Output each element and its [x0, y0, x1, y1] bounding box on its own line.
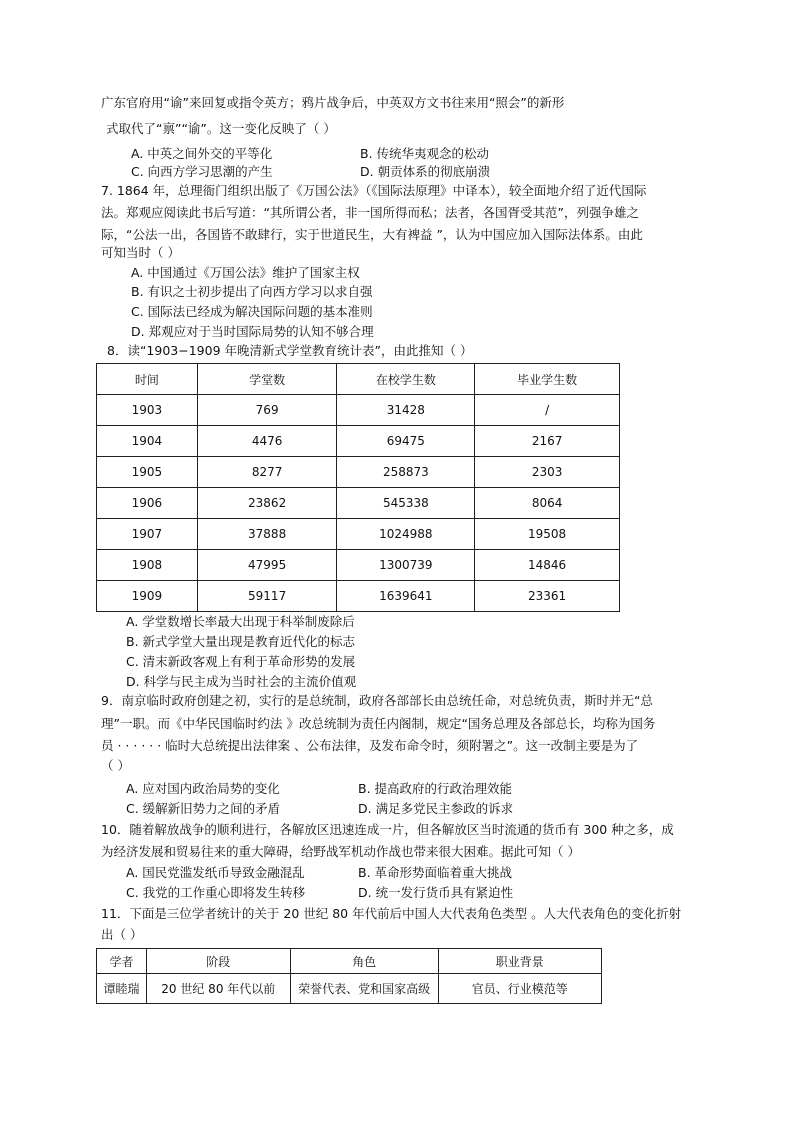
q9-option-b: B. 提高政府的行政治理效能	[358, 781, 513, 796]
q8-option-b: B. 新式学堂大量出现是教育近代化的标志	[126, 634, 356, 649]
table-cell: 1300739	[337, 550, 475, 581]
table-row	[97, 550, 620, 581]
q6-option-a: A. 中英之间外交的平等化	[131, 146, 273, 161]
table-row	[97, 581, 620, 612]
table-header-row	[97, 364, 620, 395]
table-cell: /	[475, 395, 620, 426]
q10-option-a: A. 国民党滥发纸币导致金融混乱	[126, 865, 305, 880]
q6-line-1: 广东官府用“谕”来回复或指令英方；鸦片战争后，中英双方文书往来用“照会”的新形	[101, 95, 565, 110]
table-row	[97, 457, 620, 488]
q7-line-4: 可知当时（ ）	[101, 245, 180, 260]
table-row	[97, 395, 620, 426]
table-cell: 荣誉代表、党和国家高级	[290, 974, 438, 1004]
q6-option-d: D. 朝贡体系的彻底崩溃	[360, 164, 491, 179]
q6-line-2: 式取代了“禀”“谕”。这一变化反映了（ ）	[106, 121, 336, 136]
table-cell: 8277	[197, 457, 337, 488]
table-header-row	[97, 949, 602, 974]
q9-option-a: A. 应对国内政治局势的变化	[126, 781, 280, 796]
table-row	[97, 974, 602, 1004]
q8-option-d: D. 科学与民主成为当时社会的主流价值观	[126, 674, 357, 689]
q9-line-1: 9．南京临时政府创建之初，实行的是总统制，政府各部部长由总统任命，对总统负责，斯时并无“总	[101, 693, 653, 708]
table-cell: 19508	[475, 519, 620, 550]
table-cell: 1907	[97, 519, 198, 550]
q11-line-2: 出（ ）	[101, 927, 143, 942]
table-cell: 47995	[197, 550, 337, 581]
q7-option-a: A. 中国通过《万国公法》维护了国家主权	[131, 265, 360, 280]
table-cell: 69475	[337, 426, 475, 457]
table-row	[97, 519, 620, 550]
table-row	[97, 426, 620, 457]
table-cell: 谭睦瑞	[97, 974, 147, 1004]
col-header-scholar: 学者	[97, 949, 147, 974]
table-cell: 8064	[475, 488, 620, 519]
q8-option-a: A. 学堂数增长率最大出现于科举制废除后	[126, 614, 355, 629]
q8-stats-table	[96, 363, 620, 612]
table-cell: 1906	[97, 488, 198, 519]
q10-line-2: 为经济发展和贸易往来的重大障碍，给野战军机动作战也带来很大困难。据此可知（ ）	[101, 844, 580, 859]
q7-line-1: 7. 1864 年，总理衙门组织出版了《万国公法》（《国际法原理》中译本），较全面地介绍了近代国际	[101, 183, 647, 198]
table-cell: 23361	[475, 581, 620, 612]
table-cell: 2167	[475, 426, 620, 457]
table-cell: 545338	[337, 488, 475, 519]
table-cell: 1639641	[337, 581, 475, 612]
table-cell: 14846	[475, 550, 620, 581]
q10-option-d: D. 统一发行货币具有紧迫性	[358, 885, 514, 900]
q9-line-2: 理”一职。而《中华民国临时约法 》改总统制为责任内阁制，规定“国务总理及各部总长，均称为国务	[101, 716, 656, 731]
q9-line-4: （ ）	[101, 758, 130, 773]
q7-option-c: C. 国际法已经成为解决国际问题的基本准则	[131, 304, 373, 319]
q8-stem: 8．读“1903−1909 年晚清新式学堂教育统计表”，由此推知（ ）	[107, 343, 473, 358]
table-cell: 官员、行业模范等	[438, 974, 601, 1004]
q10-option-c: C. 我党的工作重心即将发生转移	[126, 885, 306, 900]
table-cell: 769	[197, 395, 337, 426]
col-header-graduates: 毕业学生数	[475, 364, 620, 395]
col-header-role: 角色	[290, 949, 438, 974]
table-cell: 1909	[97, 581, 198, 612]
table-cell: 1908	[97, 550, 198, 581]
q11-line-1: 11．下面是三位学者统计的关于 20 世纪 80 年代前后中国人大代表角色类型 。人大代表角色的变化折射	[101, 906, 682, 921]
q9-option-d: D. 满足多党民主参政的诉求	[358, 801, 514, 816]
col-header-background: 职业背景	[438, 949, 601, 974]
table-cell: 23862	[197, 488, 337, 519]
table-cell: 31428	[337, 395, 475, 426]
q8-option-c: C. 清末新政客观上有利于革命形势的发展	[126, 654, 356, 669]
col-header-schools: 学堂数	[197, 364, 337, 395]
table-cell: 37888	[197, 519, 337, 550]
q10-option-b: B. 革命形势面临着重大挑战	[358, 865, 513, 880]
q7-line-2: 法。郑观应阅读此书后写道：“其所谓公者，非一国所得而私；法者，各国胥受其范”，列强争雄之	[101, 205, 639, 220]
col-header-students: 在校学生数	[337, 364, 475, 395]
q7-line-3: 际，“公法一出，各国皆不敢肆行，实于世道民生，大有裨益 ”，认为中国应加入国际法体系。由此	[101, 227, 643, 242]
table-cell: 1904	[97, 426, 198, 457]
table-cell: 4476	[197, 426, 337, 457]
q6-option-b: B. 传统华夷观念的松动	[360, 146, 490, 161]
table-cell: 59117	[197, 581, 337, 612]
table-cell: 20 世纪 80 年代以前	[146, 974, 290, 1004]
table-cell: 1024988	[337, 519, 475, 550]
table-cell: 258873	[337, 457, 475, 488]
q9-line-3: 员 · · · · · · 临时大总统提出法律案 、公布法律，及发布命令时，须附署之”。这一改制主要是为了	[101, 738, 639, 753]
table-cell: 1905	[97, 457, 198, 488]
q7-option-b: B. 有识之士初步提出了向西方学习以求自强	[131, 284, 373, 299]
q6-option-c: C. 向西方学习思潮的产生	[131, 164, 273, 179]
q9-option-c: C. 缓解新旧势力之间的矛盾	[126, 801, 281, 816]
table-cell: 1903	[97, 395, 198, 426]
table-row	[97, 488, 620, 519]
q10-line-1: 10．随着解放战争的顺利进行，各解放区迅速连成一片，但各解放区当时流通的货币有 300 种之多，成	[101, 822, 674, 837]
q11-table	[96, 948, 602, 1004]
table-cell: 2303	[475, 457, 620, 488]
col-header-stage: 阶段	[146, 949, 290, 974]
col-header-time: 时间	[97, 364, 198, 395]
q7-option-d: D. 郑观应对于当时国际局势的认知不够合理	[131, 324, 374, 339]
